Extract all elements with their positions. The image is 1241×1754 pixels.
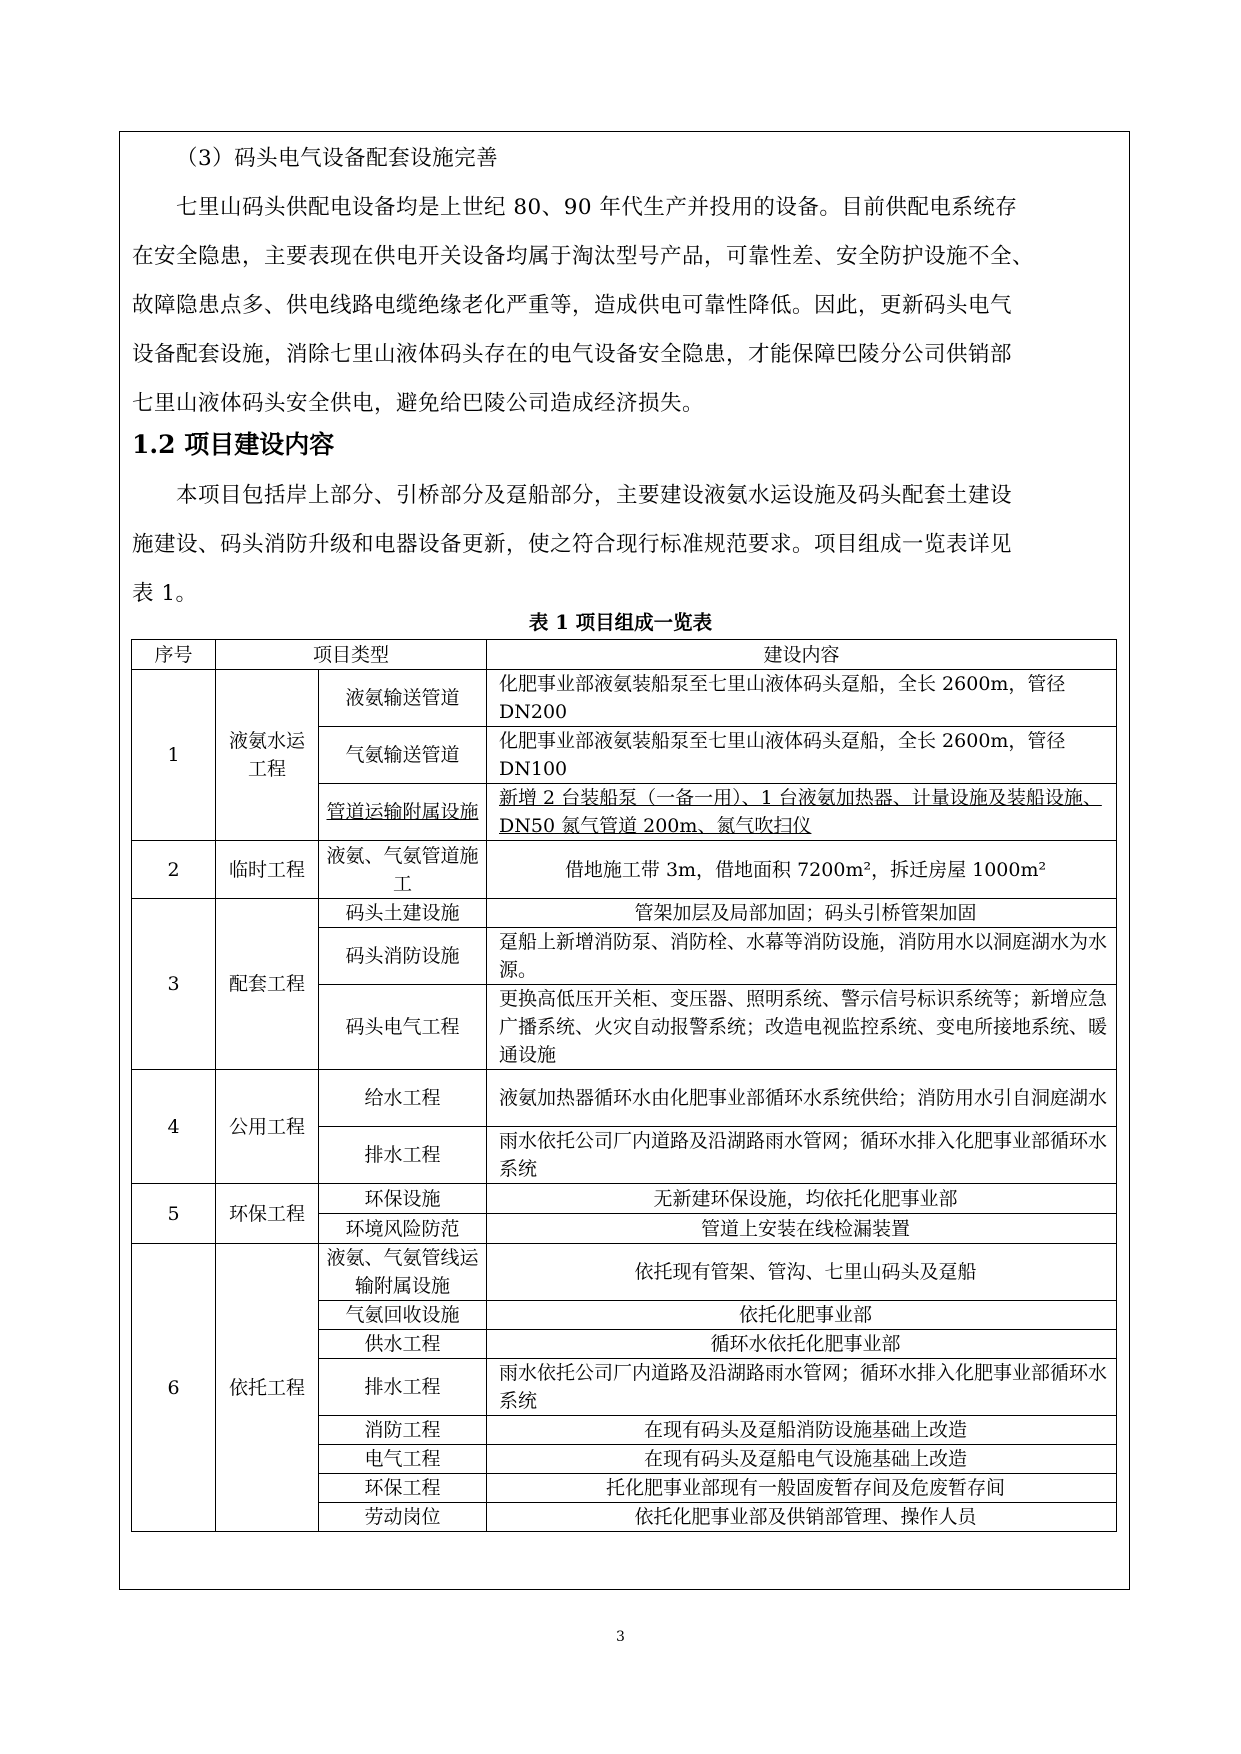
item-name: 管道运输附属设施 xyxy=(319,784,487,841)
group-category: 配套工程 xyxy=(216,899,319,1070)
item-content: 新增 2 台装船泵（一备一用）、1 台液氨加热器、计量设施及装船设施、DN50 氮气管道 200m、氮气吹扫仪 xyxy=(487,784,1117,841)
heading-1-2: 1.2 项目建设内容 xyxy=(132,430,335,459)
item-content: 雨水依托公司厂内道路及沿湖路雨水管网；循环水排入化肥事业部循环水系统 xyxy=(487,1359,1117,1416)
para1-line: 在安全隐患，主要表现在供电开关设备均属于淘汰型号产品，可靠性差、安全防护设施不全、 xyxy=(132,244,1035,269)
group-category: 液氨水运工程 xyxy=(216,670,319,841)
item-name: 劳动岗位 xyxy=(319,1503,487,1532)
item-content: 管架加层及局部加固；码头引桥管架加固 xyxy=(487,899,1117,928)
group-no: 1 xyxy=(132,670,216,841)
item-name: 液氨、气氨管线运输附属设施 xyxy=(319,1244,487,1301)
item-name: 供水工程 xyxy=(319,1330,487,1359)
para1-line: 七里山液体码头安全供电，避免给巴陵公司造成经济损失。 xyxy=(132,391,705,416)
item-content: 托化肥事业部现有一般固废暂存间及危废暂存间 xyxy=(487,1474,1117,1503)
group-category: 临时工程 xyxy=(216,841,319,899)
project-composition-table xyxy=(131,639,1117,1532)
paragraph-power-supply xyxy=(132,183,1118,428)
group-category: 依托工程 xyxy=(216,1244,319,1532)
group-category: 公用工程 xyxy=(216,1070,319,1184)
group-no: 5 xyxy=(132,1184,216,1244)
para2-line: 本项目包括岸上部分、引桥部分及趸船部分，主要建设液氨水运设施及码头配套土建设 xyxy=(176,483,1013,508)
table-row xyxy=(132,670,1117,727)
item-content: 依托现有管架、管沟、七里山码头及趸船 xyxy=(487,1244,1117,1301)
para1-line: 七里山码头供配电设备均是上世纪 80、90 年代生产并投用的设备。目前供配电系统存 xyxy=(176,195,1018,220)
item-content: 化肥事业部液氨装船泵至七里山液体码头趸船，全长 2600m，管径 DN200 xyxy=(487,670,1117,727)
section-3-heading: （3）码头电气设备配套设施完善 xyxy=(176,146,499,171)
item-content: 循环水依托化肥事业部 xyxy=(487,1330,1117,1359)
item-name: 气氨回收设施 xyxy=(319,1301,487,1330)
item-content: 在现有码头及趸船消防设施基础上改造 xyxy=(487,1416,1117,1445)
item-content: 趸船上新增消防泵、消防栓、水幕等消防设施，消防用水以洞庭湖水为水源。 xyxy=(487,928,1117,985)
group-no: 6 xyxy=(132,1244,216,1532)
item-name: 液氨、气氨管道施工 xyxy=(319,841,487,899)
item-content: 雨水依托公司厂内道路及沿湖路雨水管网；循环水排入化肥事业部循环水系统 xyxy=(487,1127,1117,1184)
item-name: 排水工程 xyxy=(319,1127,487,1184)
para1-line: 故障隐患点多、供电线路电缆绝缘老化严重等，造成供电可靠性降低。因此，更新码头电气 xyxy=(132,293,1013,318)
item-content: 更换高低压开关柜、变压器、照明系统、警示信号标识系统等；新增应急广播系统、火灾自动报警系统；改造电视监控系统、变电所接地系统、暖通设施 xyxy=(487,985,1117,1070)
table-row xyxy=(132,1244,1117,1301)
item-content: 依托化肥事业部 xyxy=(487,1301,1117,1330)
paragraph-construction-content xyxy=(132,471,1118,618)
item-name: 环境风险防范 xyxy=(319,1214,487,1244)
item-content: 无新建环保设施，均依托化肥事业部 xyxy=(487,1184,1117,1214)
para1-line: 设备配套设施，消除七里山液体码头存在的电气设备安全隐患，才能保障巴陵分公司供销部 xyxy=(132,342,1013,367)
item-content: 化肥事业部液氨装船泵至七里山液体码头趸船，全长 2600m，管径 DN100 xyxy=(487,727,1117,784)
item-name: 环保设施 xyxy=(319,1184,487,1214)
page-number: 3 xyxy=(616,1629,625,1645)
header-type: 项目类型 xyxy=(216,640,487,670)
table-row xyxy=(132,899,1117,928)
table-row xyxy=(132,841,1117,899)
group-category: 环保工程 xyxy=(216,1184,319,1244)
item-name: 给水工程 xyxy=(319,1070,487,1127)
header-no: 序号 xyxy=(132,640,216,670)
header-content: 建设内容 xyxy=(487,640,1117,670)
table-caption: 表 1 项目组成一览表 xyxy=(528,611,713,634)
item-name: 排水工程 xyxy=(319,1359,487,1416)
group-no: 4 xyxy=(132,1070,216,1184)
item-content: 液氨加热器循环水由化肥事业部循环水系统供给；消防用水引自洞庭湖水 xyxy=(487,1070,1117,1127)
para2-line: 表 1。 xyxy=(132,581,198,606)
item-content: 在现有码头及趸船电气设施基础上改造 xyxy=(487,1445,1117,1474)
group-no: 3 xyxy=(132,899,216,1070)
table-row xyxy=(132,1184,1117,1214)
para2-line: 施建设、码头消防升级和电器设备更新，使之符合现行标准规范要求。项目组成一览表详见 xyxy=(132,532,1013,557)
item-name: 码头电气工程 xyxy=(319,985,487,1070)
item-name: 环保工程 xyxy=(319,1474,487,1503)
item-content: 依托化肥事业部及供销部管理、操作人员 xyxy=(487,1503,1117,1532)
item-content: 管道上安装在线检漏装置 xyxy=(487,1214,1117,1244)
item-name: 码头消防设施 xyxy=(319,928,487,985)
item-name: 液氨输送管道 xyxy=(319,670,487,727)
item-content: 借地施工带 3m，借地面积 7200m²，拆迁房屋 1000m² xyxy=(487,841,1117,899)
table-header-row xyxy=(132,640,1117,670)
group-no: 2 xyxy=(132,841,216,899)
item-name: 电气工程 xyxy=(319,1445,487,1474)
table-row xyxy=(132,1070,1117,1127)
item-name: 码头土建设施 xyxy=(319,899,487,928)
item-name: 气氨输送管道 xyxy=(319,727,487,784)
item-name: 消防工程 xyxy=(319,1416,487,1445)
